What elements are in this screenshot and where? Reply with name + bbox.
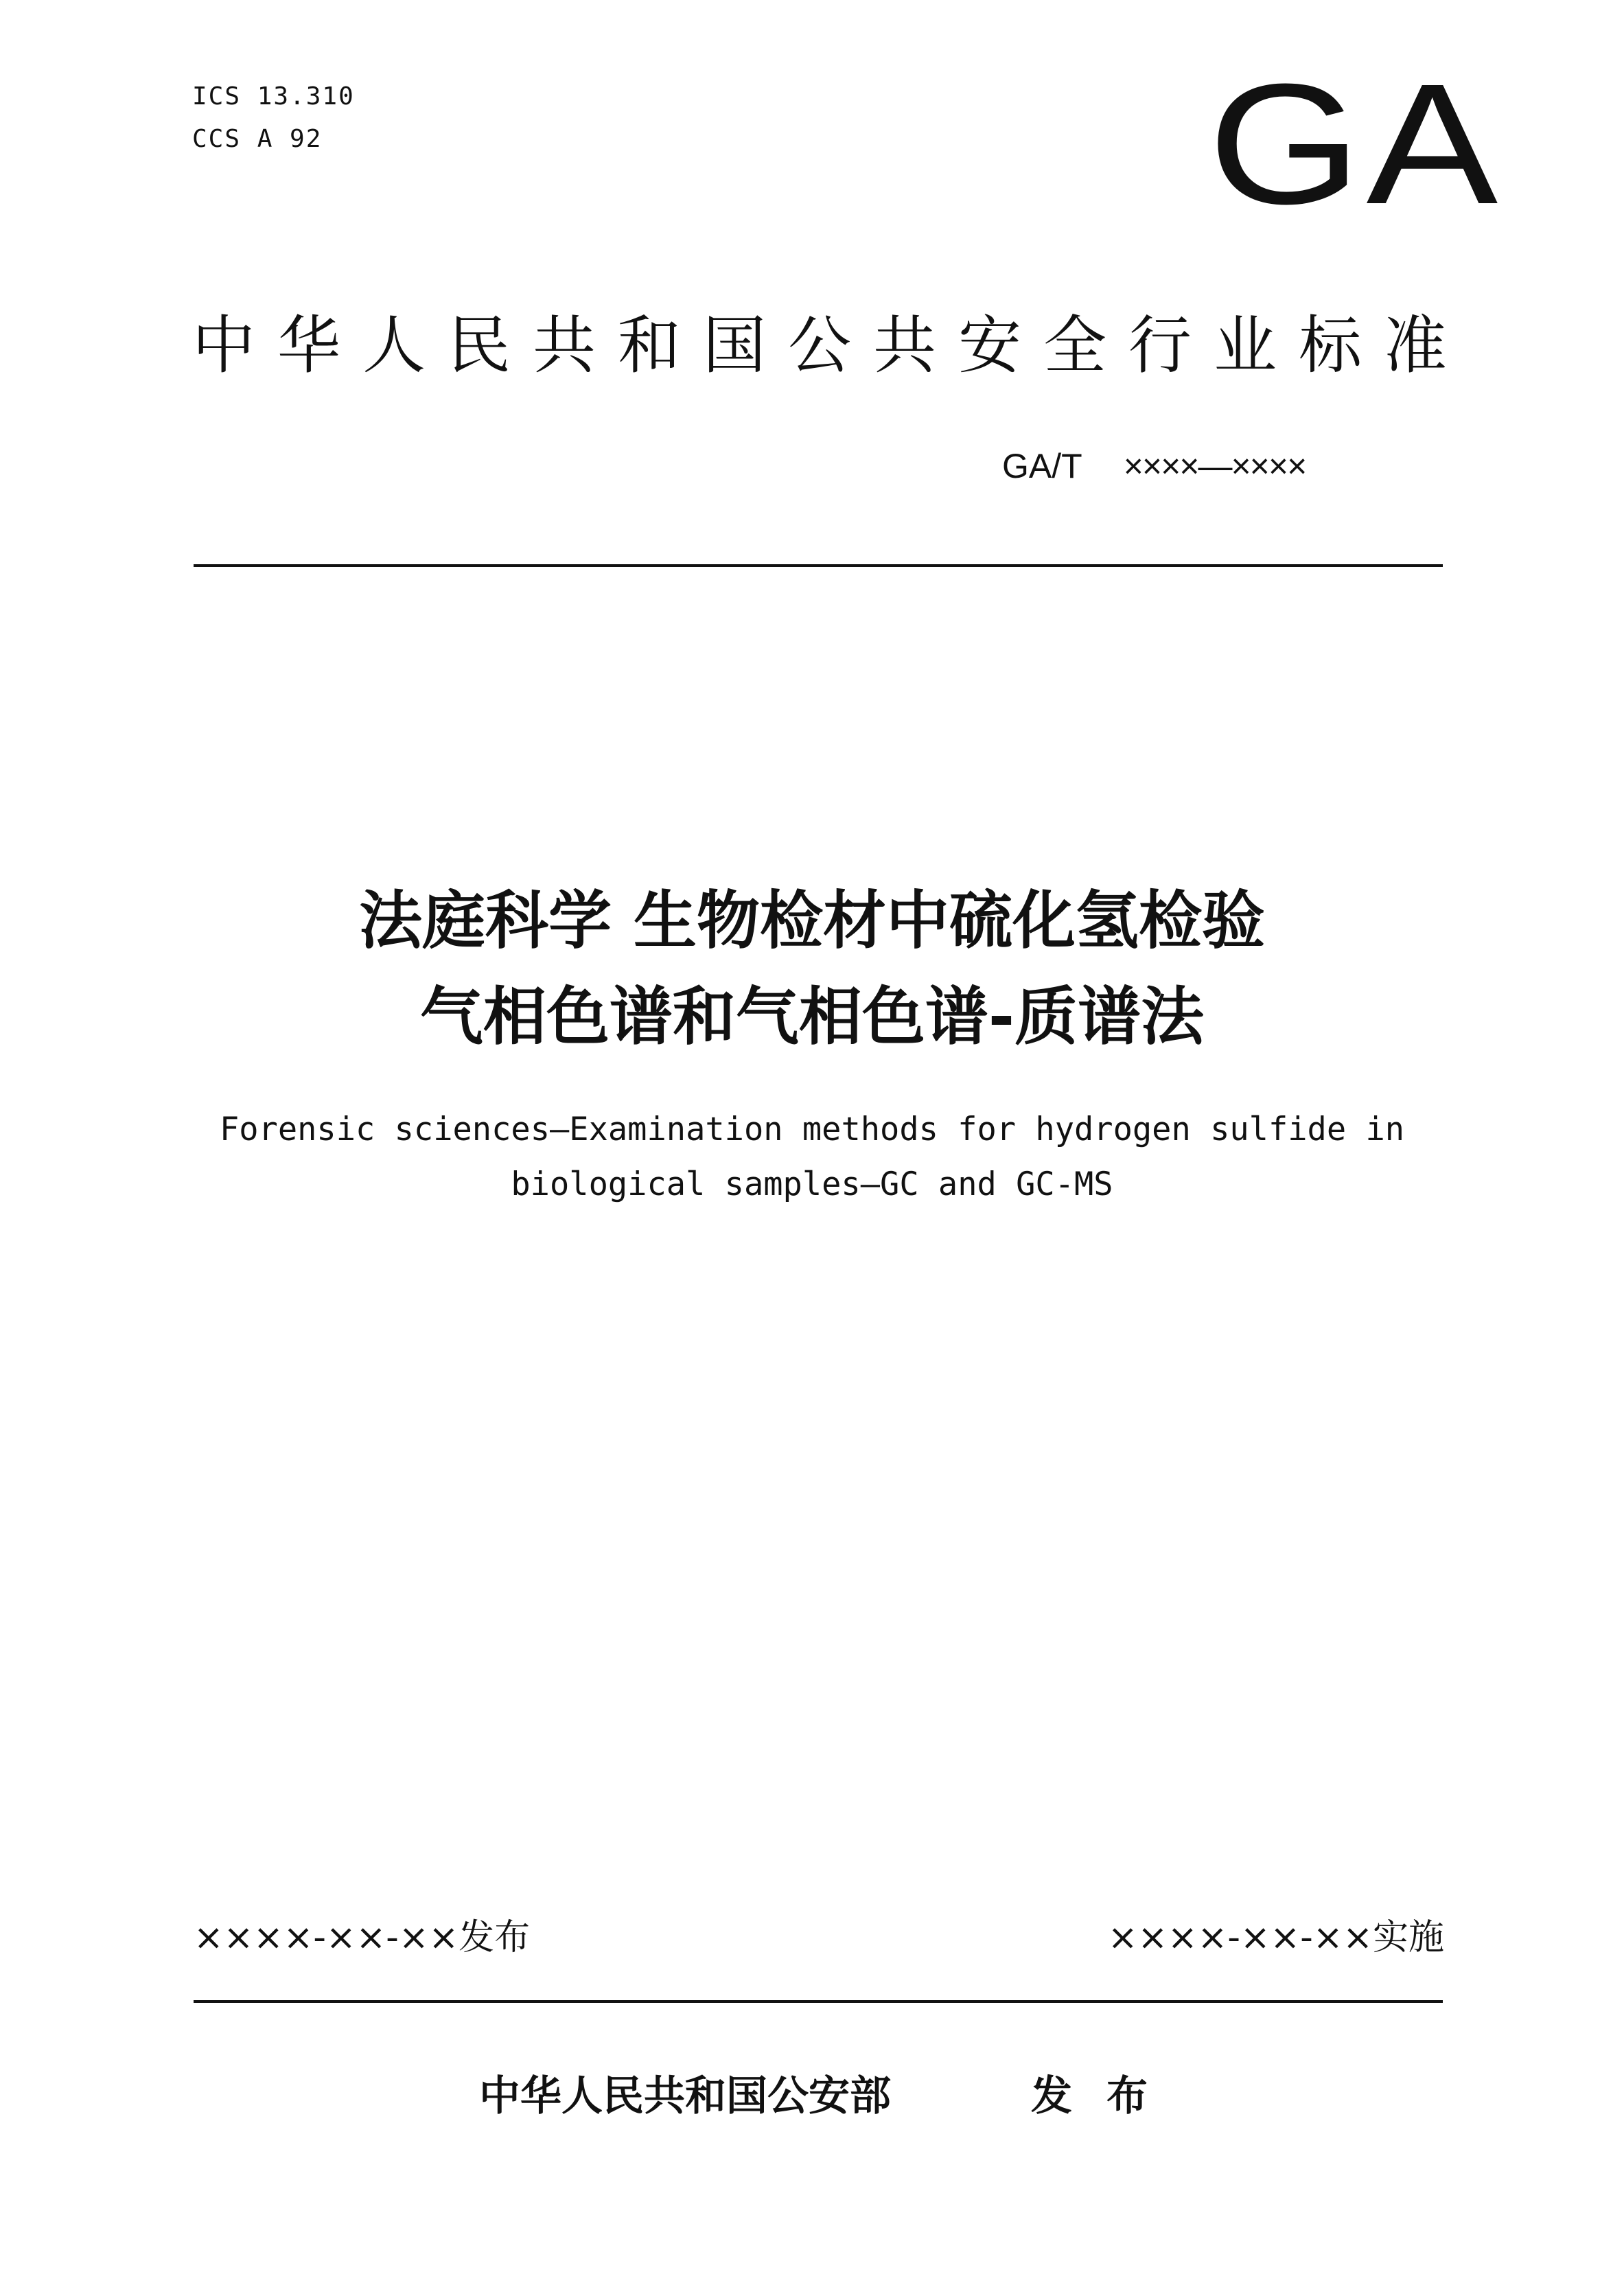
chinese-title-line-1: 法庭科学 生物检材中硫化氢检验 <box>358 884 1266 958</box>
publish-label: 发布 <box>1031 2072 1182 2120</box>
chinese-title-line-2: 气相色谱和气相色谱-质谱法 <box>419 980 1205 1054</box>
english-title-line-1: Forensic sciences—Examination methods for hydrogen sulfide in <box>219 1111 1405 1148</box>
top-divider <box>194 564 1443 567</box>
standard-code-number: ××××—×××× <box>1123 447 1306 485</box>
implementation-date: ××××-××-××实施 <box>1107 1917 1444 1958</box>
publisher-name: 中华人民共和国公安部 <box>479 2072 891 2120</box>
ccs-code: CCS A 92 <box>192 125 323 153</box>
english-title-line-2: biological samples—GC and GC-MS <box>511 1166 1113 1203</box>
standard-code-prefix: GA/T <box>1002 447 1082 485</box>
standard-category-title: 中华人民共和国公共安全行业标准 <box>192 309 1470 382</box>
bottom-divider <box>194 2000 1443 2003</box>
ics-code: ICS 13.310 <box>192 82 355 111</box>
ga-logo: GA <box>1208 48 1503 240</box>
standard-code <box>1002 446 1306 486</box>
issue-date: ××××-××-××发布 <box>194 1917 531 1958</box>
